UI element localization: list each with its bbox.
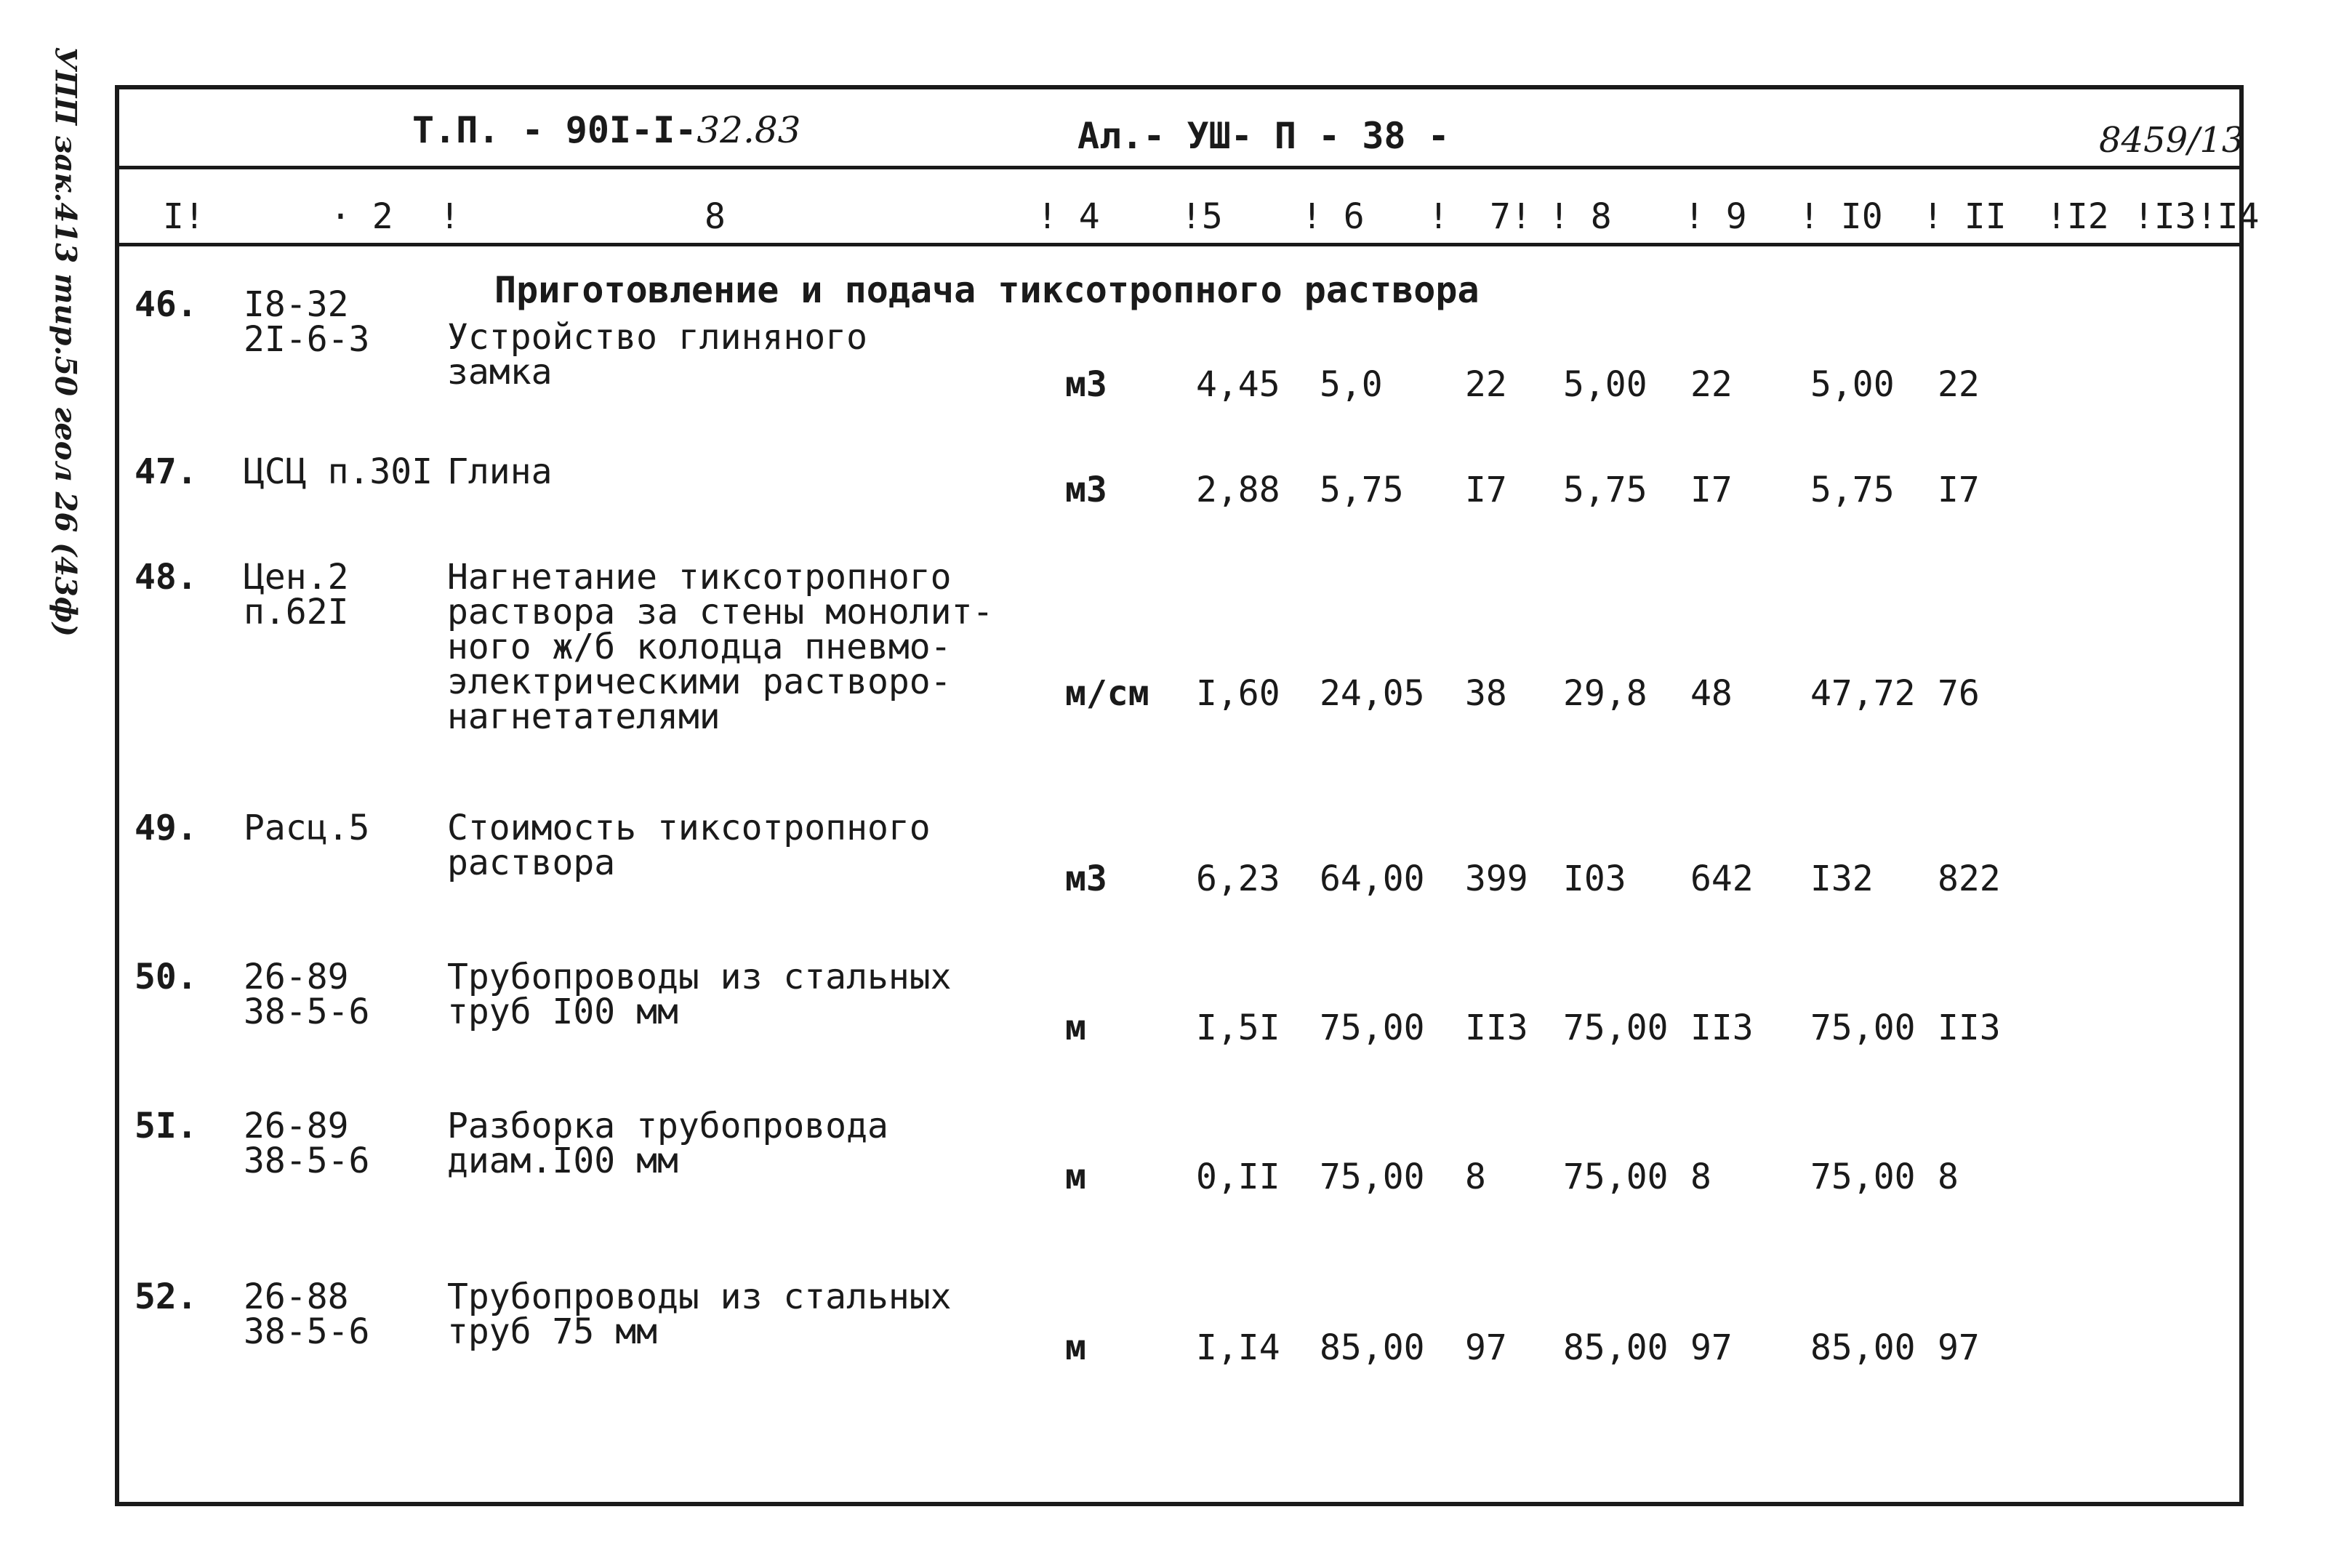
row-reference: 26-88 38-5-6 [244, 1276, 370, 1352]
row-work-name: Трубопроводы из стальных труб 75 мм [447, 1276, 952, 1352]
row-col5: 0,II [1196, 1157, 1280, 1197]
row-number: 52. [135, 1276, 198, 1317]
row-col9: 8 [1690, 1157, 1711, 1197]
row-work-name: Глина [447, 451, 553, 492]
row-col10: 75,00 [1810, 1157, 1916, 1197]
row-col5: 2,88 [1196, 470, 1280, 510]
row-reference: 26-89 38-5-6 [244, 957, 370, 1032]
row-col9: II3 [1690, 1008, 1754, 1048]
row-col9: 22 [1690, 364, 1733, 405]
row-col9: I7 [1690, 470, 1733, 510]
row-col6: 24,05 [1320, 673, 1425, 714]
row-unit: м [1065, 1327, 1086, 1368]
row-number: 48. [135, 557, 198, 598]
colnum-6: ! 6 [1301, 196, 1365, 237]
project-number [412, 109, 800, 151]
row-col11: 76 [1938, 673, 1980, 714]
row-col8: 75,00 [1563, 1008, 1669, 1048]
row-col8: 75,00 [1563, 1157, 1669, 1197]
row-unit: м3 [1065, 470, 1107, 510]
project-prefix: Т.П. - 90I-I- [412, 109, 697, 151]
row-col11: II3 [1938, 1008, 2001, 1048]
colnum-2: · 2 [330, 196, 393, 237]
colnum-9: ! 9 [1684, 196, 1747, 237]
colnum-4: ! 4 [1037, 196, 1100, 237]
row-work-name: Разборка трубопровода диам.I00 мм [447, 1106, 888, 1181]
row-col9: 48 [1690, 673, 1733, 714]
row-col6: 64,00 [1320, 859, 1425, 899]
row-unit: м3 [1065, 859, 1107, 899]
colnum-13-14: !I3!I4 [2133, 196, 2260, 237]
row-col5: I,60 [1196, 673, 1280, 714]
row-work-name: Устройство глиняного замка [447, 317, 867, 393]
row-col8: I03 [1563, 859, 1626, 899]
colnum-10: ! I0 [1799, 196, 1883, 237]
column-number-row [119, 196, 2260, 240]
row-col10: 5,75 [1810, 470, 1895, 510]
colnum-1: I! [163, 196, 205, 237]
row-col9: 642 [1690, 859, 1754, 899]
project-handwritten: 32.83 [697, 109, 801, 151]
row-col8: 5,00 [1563, 364, 1647, 405]
colnum-7: 7! [1490, 196, 1532, 237]
row-col11: 97 [1938, 1327, 1980, 1368]
row-col6: 75,00 [1320, 1157, 1425, 1197]
row-col6: 75,00 [1320, 1008, 1425, 1048]
row-reference: 26-89 38-5-6 [244, 1106, 370, 1181]
row-unit: м [1065, 1008, 1086, 1048]
row-col11: 22 [1938, 364, 1980, 405]
colnum-3: 8 [705, 196, 726, 237]
colnum-8: ! 8 [1549, 196, 1612, 237]
row-col7: 97 [1465, 1327, 1507, 1368]
row-col11: 8 [1938, 1157, 1959, 1197]
row-work-name: Трубопроводы из стальных труб I00 мм [447, 957, 952, 1032]
row-col6: 5,0 [1320, 364, 1383, 405]
row-col7: I7 [1465, 470, 1507, 510]
row-number: 5I. [135, 1106, 198, 1146]
row-col7: 399 [1465, 859, 1528, 899]
margin-note-text: УПП зак.413 тир.50 геол 26 (43ф) [48, 47, 83, 637]
colnum-sep2: ! [1428, 196, 1449, 237]
row-col8: 85,00 [1563, 1327, 1669, 1368]
header-rule [119, 166, 2239, 169]
row-work-name: Стоимость тиксотропного раствора [447, 808, 931, 883]
row-col5: I,I4 [1196, 1327, 1280, 1368]
row-col6: 5,75 [1320, 470, 1404, 510]
row-reference: Расц.5 [244, 808, 370, 848]
row-col5: 4,45 [1196, 364, 1280, 405]
album-page: Ал.- УШ- П - 38 - [1077, 115, 1450, 157]
row-col5: 6,23 [1196, 859, 1280, 899]
row-col8: 5,75 [1563, 470, 1647, 510]
row-col7: II3 [1465, 1008, 1528, 1048]
row-number: 46. [135, 284, 198, 325]
row-col11: I7 [1938, 470, 1980, 510]
colnum-12: !I2 [2046, 196, 2109, 237]
row-reference: Цен.2 п.62I [244, 557, 349, 632]
row-col10: 85,00 [1810, 1327, 1916, 1368]
row-unit: м/см [1065, 673, 1149, 714]
row-col5: I,5I [1196, 1008, 1280, 1048]
row-col7: 38 [1465, 673, 1507, 714]
row-unit: м [1065, 1157, 1086, 1197]
row-number: 47. [135, 451, 198, 492]
row-col7: 22 [1465, 364, 1507, 405]
row-reference: I8-32 2I-6-3 [244, 284, 370, 360]
row-col8: 29,8 [1563, 673, 1647, 714]
row-number: 50. [135, 957, 198, 997]
row-col10: I32 [1810, 859, 1874, 899]
margin-note [22, 47, 109, 637]
row-reference: ЦСЦ п.30I [244, 451, 433, 492]
row-col10: 5,00 [1810, 364, 1895, 405]
row-unit: м3 [1065, 364, 1107, 405]
row-col9: 97 [1690, 1327, 1733, 1368]
row-col7: 8 [1465, 1157, 1486, 1197]
colnum-11: ! II [1922, 196, 2007, 237]
colnum-5: !5 [1181, 196, 1223, 237]
row-col10: 47,72 [1810, 673, 1916, 714]
section-title: Приготовление и подача тиксотропного раствора [494, 269, 1480, 311]
row-col6: 85,00 [1320, 1327, 1425, 1368]
row-col11: 822 [1938, 859, 2001, 899]
row-col10: 75,00 [1810, 1008, 1916, 1048]
column-number-rule [119, 243, 2239, 246]
colnum-sep: ! [439, 196, 460, 237]
document-code: 8459/13 [2099, 120, 2244, 161]
row-work-name: Нагнетание тиксотропного раствора за стены монолит- ного ж/б колодца пневмо- электрическими растворо- нагнетателями [447, 557, 994, 737]
row-number: 49. [135, 808, 198, 848]
